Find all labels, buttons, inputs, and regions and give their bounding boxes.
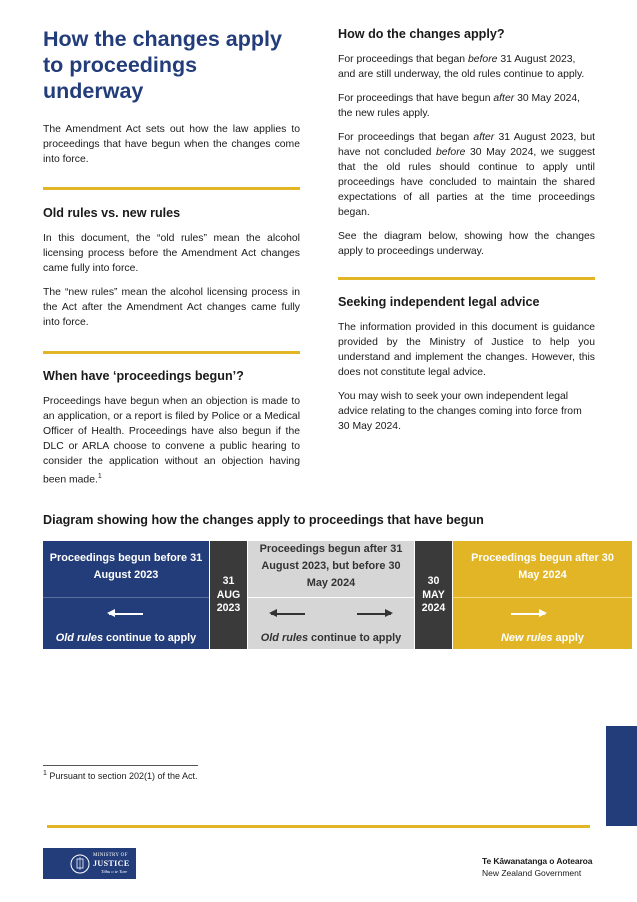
side-tab [606, 726, 637, 826]
proceedings-begun-heading: When have ‘proceedings begun’? [43, 369, 244, 383]
legal-paragraph-1: The information provided in this document is guidance provided by the Ministry of Justice to help you understand and implement the changes. However, this does not constitute legal advice. [338, 322, 595, 378]
footer-divider [47, 825, 590, 828]
right-arrow-icon [511, 613, 545, 615]
right-column [338, 26, 595, 434]
footnote: $^1$ Pursuant to section 202(1) of the Act. [43, 770, 198, 781]
proceedings-begun-paragraph: Proceedings have begun when an objection is made to an application, or a report is filed by Police or a Medical Officer of Health. Proceedings have also begun if the DLC or ARLA choose to convene a public hearing to consider the application without an objection having been made.$^1$ [43, 396, 300, 486]
col3-divider [453, 597, 632, 598]
col3-heading: Proceedings begun after 30 May 2024 [471, 552, 614, 581]
col2-footer: Old rules continue to apply [260, 632, 402, 644]
apply-paragraph-3: For proceedings that began after 31 August 2023, but have not concluded before 30 May 2024, we suggest that the old rules should continue to apply until proceedings have concluded to maintain the shared expectations of all parties at the time proceedings began. [338, 132, 595, 218]
footnote-separator [43, 765, 198, 766]
intro-paragraph: The Amendment Act sets out how the law applies to proceedings that have begun when the changes come into force. [43, 124, 300, 165]
footnote-reference: 1 [97, 473, 102, 480]
left-column [43, 26, 300, 487]
new-rules-paragraph: The “new rules” mean the alcohol licensing process in the Act after the Amendment Act changes came fully into force. [43, 287, 300, 328]
col2-divider [248, 597, 414, 598]
col1-divider [43, 597, 209, 598]
left-arrow-icon [109, 613, 143, 615]
left-arrow-icon [271, 613, 305, 615]
apply-paragraph-1: For proceedings that began before 31 August 2023, and are still underway, the old rules continue to apply. [338, 54, 585, 80]
apply-paragraph-4: See the diagram below, showing how the changes apply to proceedings underway. [338, 231, 595, 257]
section-divider [43, 187, 300, 190]
proceedings-diagram [43, 541, 632, 649]
col1-footer: Old rules continue to apply [55, 632, 197, 644]
crest-icon [69, 853, 91, 875]
date-label-aug: 31 AUG 2023 [216, 575, 241, 614]
right-arrow-icon [357, 613, 391, 615]
col2-heading: Proceedings begun after 31 August 2023, but before 30 May 2024 [259, 543, 403, 589]
nz-government-logo: Te Kāwanatanga o Aotearoa New Zealand Government [482, 856, 593, 878]
legal-advice-heading: Seeking independent legal advice [338, 295, 540, 309]
ministry-of-justice-logo: MINISTRY OF JUSTICE Tāhu o te Ture [43, 848, 136, 879]
section-divider [338, 277, 595, 280]
old-new-heading: Old rules vs. new rules [43, 206, 181, 220]
how-apply-heading: How do the changes apply? [338, 27, 505, 41]
section-divider [43, 351, 300, 354]
col1-heading: Proceedings begun before 31 August 2023 [49, 552, 203, 581]
apply-paragraph-2: For proceedings that have begun after 30 May 2024, the new rules apply. [338, 93, 581, 119]
diagram-title: Diagram showing how the changes apply to proceedings that have begun [43, 513, 484, 527]
col3-footer: New rules apply [501, 632, 584, 644]
old-rules-paragraph: In this document, the “old rules” mean the alcohol licensing process before the Amendment Act changes came fully into force. [43, 233, 300, 274]
page-title: How the changes apply to proceedings underway [43, 27, 282, 103]
date-label-may: 30 MAY 2024 [421, 575, 446, 614]
legal-paragraph-2: You may wish to seek your own independent legal advice relating to the changes coming into force from 30 May 2024. [338, 391, 582, 432]
